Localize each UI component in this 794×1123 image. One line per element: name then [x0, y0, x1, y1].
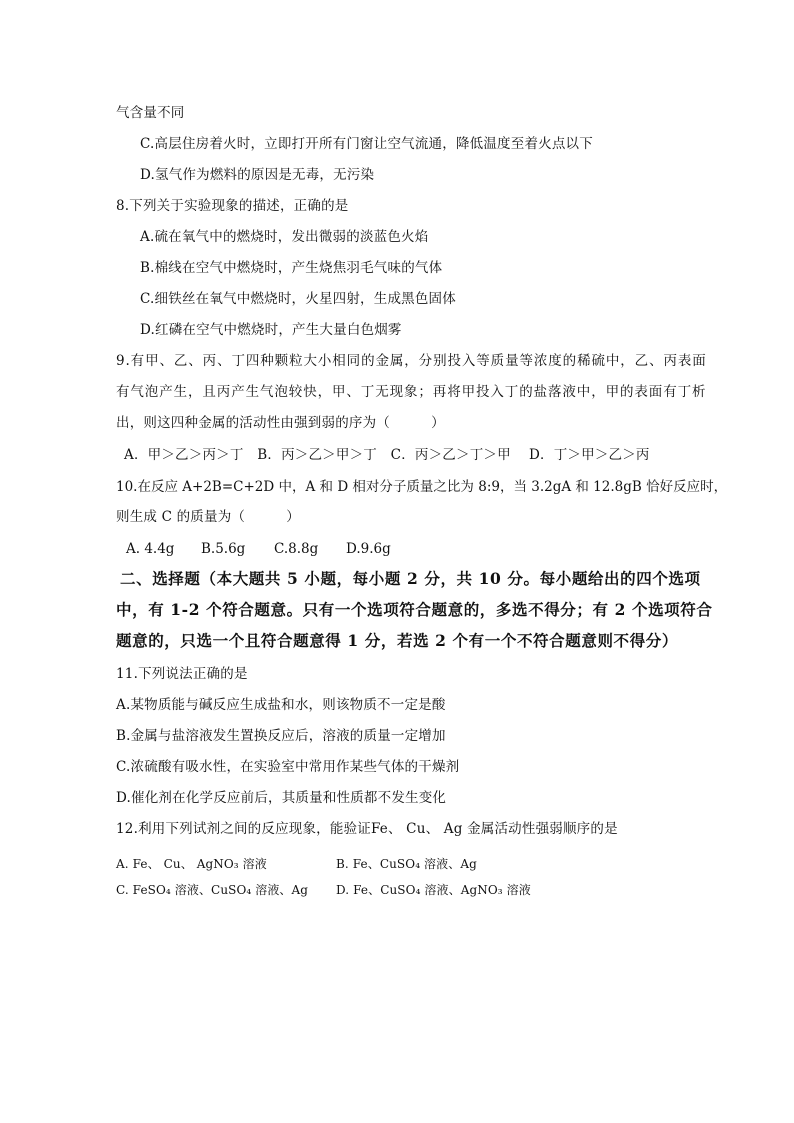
question-11-stem: 11.下列说法正确的是	[116, 666, 248, 682]
question-9-stem-line-3: 出，则这四种金属的活动性由强到弱的序为（ ）	[116, 415, 445, 431]
question-7-option-d: D.氢气作为燃料的原因是无毒，无污染	[140, 167, 375, 183]
question-8-option-d: D.红磷在空气中燃烧时，产生大量白色烟雾	[140, 322, 402, 338]
question-10-option-b: B.5.6g	[201, 541, 246, 557]
question-12-option-a: A. Fe、 Cu、 AgNO₃ 溶液	[116, 857, 267, 871]
question-10-option-d: D.9.6g	[346, 541, 391, 557]
question-9-stem-line-1: 9.有甲、乙、丙、丁四种颗粒大小相同的金属，分别投入等质量等浓度的稀硫中，乙、丙表面	[116, 353, 707, 369]
question-10-stem-line-1: 10.在反应 A+2B=C+2D 中，A 和 D 相对分子质量之比为 8:9，当 3.2gA 和 12.8gB 恰好反应时，	[116, 479, 728, 495]
question-12-option-b: B. Fe、CuSO₄ 溶液、Ag	[336, 857, 477, 871]
question-10-stem-line-2: 则生成 C 的质量为（ ）	[116, 509, 300, 525]
question-8-option-b: B.棉线在空气中燃烧时，产生烧焦羽毛气味的气体	[140, 260, 443, 276]
question-11-option-c: C.浓硫酸有吸水性，在实验室中常用作某些气体的干燥剂	[116, 759, 460, 775]
question-10-options	[126, 540, 426, 558]
question-7-continuation: 气含量不同	[116, 105, 185, 121]
question-9-options: A．甲＞乙＞丙＞丁 B．丙＞乙＞甲＞丁 C．丙＞乙＞丁＞甲 D．丁＞甲＞乙＞丙	[124, 447, 650, 463]
question-11-option-d: D.催化剂在化学反应前后，其质量和性质都不发生变化	[116, 790, 447, 806]
question-8-option-a: A.硫在氧气中的燃烧时，发出微弱的淡蓝色火焰	[140, 229, 429, 245]
question-7-option-c: C.高层住房着火时，立即打开所有门窗让空气流通，降低温度至着火点以下	[140, 136, 593, 152]
question-12-option-c: C. FeSO₄ 溶液、CuSO₄ 溶液、Ag	[116, 883, 309, 897]
question-11-option-b: B.金属与盐溶液发生置换反应后，溶液的质量一定增加	[116, 728, 446, 744]
section-heading-line-3: 题意的，只选一个且符合题意得 1 分，若选 2 个有一个不符合题意则不得分）	[116, 631, 678, 650]
question-12-option-d: D. Fe、CuSO₄ 溶液、AgNO₃ 溶液	[336, 883, 531, 897]
question-8-option-c: C.细铁丝在氧气中燃烧时，火星四射，生成黑色固体	[140, 291, 456, 307]
question-8-stem: 8.下列关于实验现象的描述，正确的是	[116, 198, 349, 214]
question-10-option-a: A. 4.4g	[126, 541, 175, 557]
question-9-stem-line-2: 有气泡产生，且丙产生气泡较快，甲、丁无现象；再将甲投入丁的盐落液中，甲的表面有丁析	[116, 384, 707, 400]
question-12-stem: 12.利用下列试剂之间的反应现象，能验证Fe、 Cu、 Ag 金属活动性强弱顺序的是	[116, 821, 618, 837]
section-heading-line-2: 中，有 1-2 个符合题意。只有一个选项符合题意的，多选不得分；有 2 个选项符合	[116, 600, 713, 619]
question-11-option-a: A.某物质能与碱反应生成盐和水，则该物质不一定是酸	[116, 697, 446, 713]
section-heading-line-1: 二、选择题（本大题共 5 小题，每小题 2 分，共 10 分。每小题给出的四个选项	[120, 569, 701, 588]
question-10-option-c: C.8.8g	[274, 541, 319, 557]
